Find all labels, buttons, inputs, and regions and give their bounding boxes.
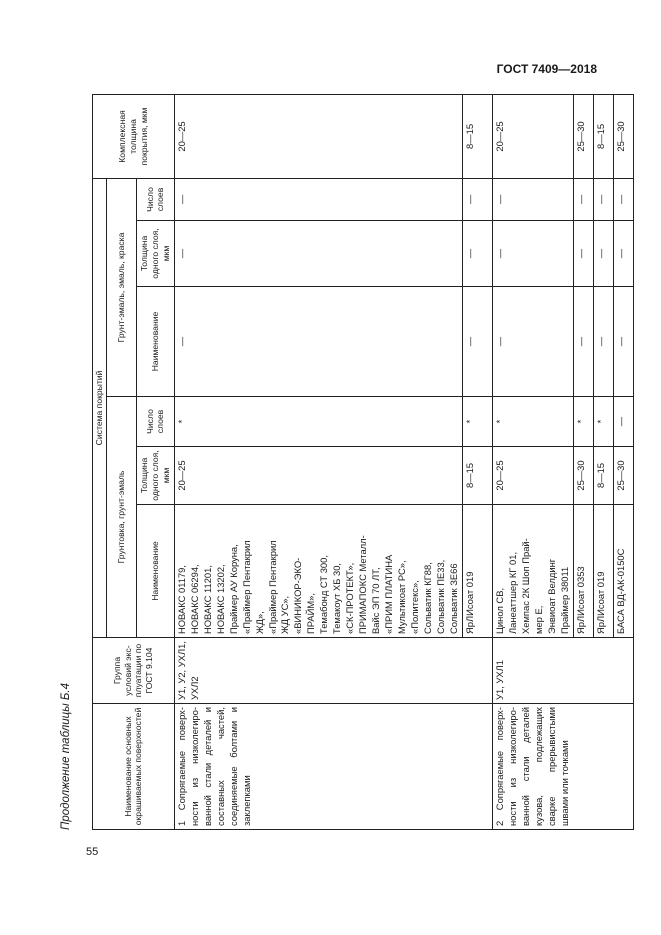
enamel-name-cell: — bbox=[463, 287, 493, 397]
primer-name-line: Хемпас 2К Шоп Прай- bbox=[519, 538, 531, 634]
primer-name-line: «ВИНИКОР-ЭКО- bbox=[292, 557, 304, 634]
surface-cell: 2 Сопрягаемые поверхности из низколегированной стали деталей кузова, подлежащих сварке прерывистыми швами или точками bbox=[493, 704, 634, 830]
primer-name-line: Праймер 38011 bbox=[558, 566, 570, 634]
header-surface: Наименование основных окрашиваемых поверхностей bbox=[93, 704, 175, 830]
primer-name-line: Сольватик КГ88, bbox=[422, 562, 434, 634]
header-enamel-name: Наименование bbox=[136, 287, 174, 397]
enamel-layers-cell: — bbox=[573, 178, 593, 220]
primer-thickness-cell: 8—15 bbox=[463, 447, 493, 505]
enamel-layers-cell: — bbox=[613, 178, 633, 220]
primer-name-line: ЖД УС», bbox=[279, 595, 291, 634]
primer-name-line: Темабонд СТ 300, bbox=[318, 555, 330, 634]
enamel-thickness-cell: — bbox=[493, 221, 574, 287]
primer-name-cell: БАСА ВД-АК-0150С bbox=[613, 505, 633, 638]
table-caption: Продолжение таблицы Б.4 bbox=[60, 683, 72, 830]
primer-thickness-cell: 8—15 bbox=[593, 447, 613, 505]
primer-thickness-cell: 20—25 bbox=[174, 447, 462, 505]
primer-name-cell bbox=[493, 505, 574, 638]
primer-name-line: Мультикоат РС», bbox=[396, 560, 408, 634]
primer-name-cell: ЯрЛИсоат 0353 bbox=[573, 505, 593, 638]
header-total-thickness: Комплексная толщина покрытия, мкм bbox=[93, 94, 175, 178]
primer-name-line: Ланеаттшер КГ 01, bbox=[507, 551, 519, 634]
enamel-name-cell: — bbox=[613, 287, 633, 397]
total-thickness-cell: 8—15 bbox=[463, 94, 493, 178]
coating-systems-table bbox=[92, 94, 634, 830]
enamel-layers-cell: — bbox=[593, 178, 613, 220]
header-system: Система покрытий bbox=[93, 178, 107, 637]
primer-name-line: «ПРИМ ПЛАТИНА bbox=[383, 554, 395, 634]
primer-name-line: Вайс ЭП 70 ЛТ, bbox=[370, 567, 382, 634]
primer-name-line: НОВАКС 06294, bbox=[188, 564, 200, 634]
enamel-layers-cell: — bbox=[174, 178, 462, 220]
primer-name-line: Энвиоат Велдинг bbox=[545, 558, 557, 634]
primer-name-cell bbox=[174, 505, 462, 638]
group-cell: У1, УХЛ1 bbox=[493, 638, 634, 704]
primer-name-line: «СК-ПРОТЕКТ», bbox=[344, 562, 356, 634]
enamel-layers-cell: — bbox=[493, 178, 574, 220]
page-number: 55 bbox=[86, 846, 99, 858]
header-enamel-layers: Число слоев bbox=[136, 178, 174, 220]
enamel-name-cell: — bbox=[493, 287, 574, 397]
header-primer-group: Грунтовка, грунт-эмаль bbox=[106, 397, 136, 638]
table-frame bbox=[60, 95, 626, 830]
primer-name-line: «Праймер Пентакрил bbox=[240, 540, 252, 634]
enamel-thickness-cell: — bbox=[613, 221, 633, 287]
primer-name-line: Темакоут ХБ 30, bbox=[331, 562, 343, 634]
enamel-thickness-cell: — bbox=[174, 221, 462, 287]
enamel-name-cell: — bbox=[593, 287, 613, 397]
header-primer-thickness: Толщина одного слоя, мкм bbox=[136, 447, 174, 505]
document-code: ГОСТ 7409—2018 bbox=[496, 62, 597, 76]
primer-layers-cell: * bbox=[573, 397, 593, 447]
total-thickness-cell: 25—30 bbox=[613, 94, 633, 178]
primer-name-cell: ЯрЛИсоат 019 bbox=[593, 505, 613, 638]
enamel-thickness-cell: — bbox=[593, 221, 613, 287]
header-enamel-group: Грунт-эмаль, эмаль, краска bbox=[106, 178, 136, 396]
primer-name-line: Сольватик ЗЕ66 bbox=[448, 563, 460, 634]
header-primer-layers: Число слоев bbox=[136, 397, 174, 447]
total-thickness-cell: 25—30 bbox=[573, 94, 593, 178]
primer-name-line: ПРИМАПОКС Металл- bbox=[357, 535, 369, 634]
primer-layers-cell: * bbox=[463, 397, 493, 447]
rotated-table-region bbox=[60, 95, 626, 830]
group-cell: У1, У2, УХЛ1, УХЛ2 bbox=[174, 638, 492, 704]
primer-layers-cell: — bbox=[613, 397, 633, 447]
primer-name-line: НОВАКС 13202, bbox=[214, 564, 226, 634]
primer-name-line: ПРАЙМ», bbox=[305, 593, 317, 634]
primer-layers-cell: * bbox=[174, 397, 462, 447]
primer-name-line: Сольватик ПЕ33, bbox=[435, 559, 447, 634]
primer-name-cell: ЯрЛИсоат 019 bbox=[463, 505, 493, 638]
header-primer-name: Наименование bbox=[136, 505, 174, 638]
enamel-thickness-cell: — bbox=[573, 221, 593, 287]
primer-name-line: Цинол СВ, bbox=[494, 587, 506, 634]
header-group: Группа условий эксплуатации по ГОСТ 9.104 bbox=[93, 638, 175, 704]
primer-thickness-cell: 20—25 bbox=[493, 447, 574, 505]
primer-name-line: мер Е, bbox=[532, 605, 544, 634]
primer-thickness-cell: 25—30 bbox=[573, 447, 593, 505]
total-thickness-cell: 20—25 bbox=[174, 94, 462, 178]
primer-name-line: НОВАКС 01179, bbox=[175, 565, 187, 634]
primer-name-line: НОВАКС 11201, bbox=[201, 565, 213, 634]
primer-layers-cell: * bbox=[593, 397, 613, 447]
primer-name-line: «Политекс», bbox=[409, 580, 421, 634]
enamel-layers-cell: — bbox=[463, 178, 493, 220]
table-row bbox=[174, 94, 462, 829]
primer-name-line: «Праймер Пентакрил bbox=[266, 540, 278, 634]
primer-thickness-cell: 25—30 bbox=[613, 447, 633, 505]
enamel-name-cell: — bbox=[573, 287, 593, 397]
table-row bbox=[493, 94, 574, 829]
primer-name-line: Праймер АУ Коруна, bbox=[227, 544, 239, 634]
enamel-name-cell: — bbox=[174, 287, 462, 397]
total-thickness-cell: 20—25 bbox=[493, 94, 574, 178]
header-enamel-thickness: Толщина одного слоя, мкм bbox=[136, 221, 174, 287]
primer-layers-cell: * bbox=[493, 397, 574, 447]
primer-name-line: ЖД», bbox=[253, 611, 265, 634]
total-thickness-cell: 8—15 bbox=[593, 94, 613, 178]
enamel-thickness-cell: — bbox=[463, 221, 493, 287]
surface-cell: 1 Сопрягаемые поверхности из низколегированной стали деталей и составных частей, соединяемые болтами и заклепками bbox=[174, 704, 492, 830]
